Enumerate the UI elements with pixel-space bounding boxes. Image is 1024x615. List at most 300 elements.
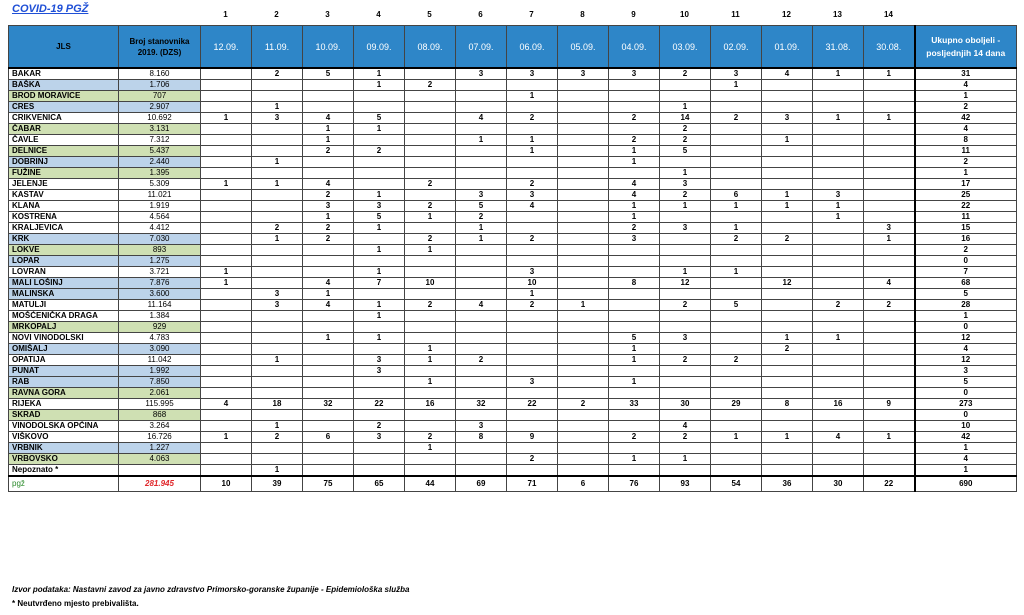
table-row bbox=[9, 201, 1017, 212]
daily-cases-cell bbox=[252, 256, 303, 267]
daily-cases-cell bbox=[507, 355, 558, 366]
daily-cases-cell: 4 bbox=[303, 300, 354, 311]
daily-cases-cell bbox=[303, 454, 354, 465]
daily-cases-cell bbox=[507, 421, 558, 432]
daily-cases-cell: 1 bbox=[711, 267, 762, 278]
daily-cases-cell bbox=[456, 179, 507, 190]
daily-cases-cell: 30 bbox=[660, 399, 711, 410]
daily-cases-cell bbox=[405, 256, 456, 267]
daily-cases-cell bbox=[201, 344, 252, 355]
daily-cases-cell bbox=[252, 443, 303, 454]
total-cases-cell: 5 bbox=[915, 377, 1017, 388]
population-cell: 10.692 bbox=[119, 113, 201, 124]
total-cases-cell: 17 bbox=[915, 179, 1017, 190]
daily-cases-cell bbox=[660, 443, 711, 454]
daily-cases-cell bbox=[660, 344, 711, 355]
daily-cases-cell bbox=[507, 212, 558, 223]
daily-cases-cell bbox=[252, 80, 303, 91]
daily-cases-cell bbox=[864, 443, 915, 454]
population-cell: 1.992 bbox=[119, 366, 201, 377]
daily-cases-cell bbox=[609, 80, 660, 91]
daily-cases-cell bbox=[711, 157, 762, 168]
column-number-row bbox=[8, 10, 1016, 24]
daily-cases-cell: 44 bbox=[405, 476, 456, 492]
daily-cases-cell: 1 bbox=[405, 443, 456, 454]
daily-cases-cell bbox=[762, 388, 813, 399]
daily-cases-cell: 3 bbox=[609, 234, 660, 245]
daily-cases-cell bbox=[201, 355, 252, 366]
table-row bbox=[9, 135, 1017, 146]
header-date: 03.09. bbox=[660, 26, 711, 69]
daily-cases-cell bbox=[201, 157, 252, 168]
daily-cases-cell: 3 bbox=[456, 190, 507, 201]
daily-cases-cell: 4 bbox=[456, 300, 507, 311]
daily-cases-cell bbox=[762, 91, 813, 102]
daily-cases-cell bbox=[252, 344, 303, 355]
daily-cases-cell bbox=[558, 223, 609, 234]
daily-cases-cell bbox=[711, 388, 762, 399]
daily-cases-cell bbox=[558, 421, 609, 432]
municipality-name: KRK bbox=[9, 234, 119, 245]
daily-cases-cell: 1 bbox=[864, 234, 915, 245]
daily-cases-cell: 2 bbox=[252, 223, 303, 234]
daily-cases-cell bbox=[303, 465, 354, 477]
daily-cases-cell bbox=[252, 168, 303, 179]
column-number: 5 bbox=[427, 10, 432, 19]
daily-cases-cell bbox=[558, 366, 609, 377]
header-date: 09.09. bbox=[354, 26, 405, 69]
daily-cases-cell bbox=[252, 212, 303, 223]
municipality-name: NOVI VINODOLSKI bbox=[9, 333, 119, 344]
daily-cases-cell: 4 bbox=[864, 278, 915, 289]
daily-cases-cell bbox=[252, 333, 303, 344]
footnote: * Neutvrđeno mjesto prebivališta. bbox=[12, 599, 139, 608]
daily-cases-cell: 1 bbox=[762, 432, 813, 443]
daily-cases-cell bbox=[201, 465, 252, 477]
daily-cases-cell bbox=[558, 410, 609, 421]
daily-cases-cell bbox=[813, 267, 864, 278]
population-cell: 1.227 bbox=[119, 443, 201, 454]
daily-cases-cell: 1 bbox=[660, 102, 711, 113]
daily-cases-cell bbox=[252, 388, 303, 399]
daily-cases-cell bbox=[558, 146, 609, 157]
total-cases-cell: 16 bbox=[915, 234, 1017, 245]
daily-cases-cell bbox=[762, 410, 813, 421]
daily-cases-cell: 39 bbox=[252, 476, 303, 492]
daily-cases-cell bbox=[507, 344, 558, 355]
daily-cases-cell bbox=[507, 410, 558, 421]
daily-cases-cell bbox=[711, 245, 762, 256]
daily-cases-cell bbox=[711, 421, 762, 432]
daily-cases-cell: 1 bbox=[762, 135, 813, 146]
population-cell: 3.721 bbox=[119, 267, 201, 278]
daily-cases-cell: 1 bbox=[456, 234, 507, 245]
daily-cases-cell: 3 bbox=[558, 68, 609, 80]
table-row bbox=[9, 190, 1017, 201]
daily-cases-cell bbox=[558, 179, 609, 190]
daily-cases-cell: 1 bbox=[711, 80, 762, 91]
daily-cases-cell bbox=[660, 388, 711, 399]
daily-cases-cell bbox=[864, 135, 915, 146]
daily-cases-cell bbox=[456, 344, 507, 355]
daily-cases-cell bbox=[762, 355, 813, 366]
column-number: 11 bbox=[731, 10, 740, 19]
total-cases-cell: 12 bbox=[915, 333, 1017, 344]
daily-cases-cell bbox=[813, 454, 864, 465]
municipality-name: DOBRINJ bbox=[9, 157, 119, 168]
population-cell: 3.600 bbox=[119, 289, 201, 300]
daily-cases-cell bbox=[813, 146, 864, 157]
total-cases-cell: 1 bbox=[915, 91, 1017, 102]
table-row bbox=[9, 432, 1017, 443]
daily-cases-cell bbox=[303, 377, 354, 388]
total-cases-cell: 2 bbox=[915, 245, 1017, 256]
daily-cases-cell bbox=[660, 289, 711, 300]
daily-cases-cell: 1 bbox=[252, 157, 303, 168]
daily-cases-cell bbox=[558, 377, 609, 388]
daily-cases-cell: 1 bbox=[354, 333, 405, 344]
total-cases-cell: 2 bbox=[915, 157, 1017, 168]
header-population: Broj stanovnika 2019. (DZS) bbox=[119, 26, 201, 69]
daily-cases-cell bbox=[660, 80, 711, 91]
daily-cases-cell bbox=[507, 333, 558, 344]
daily-cases-cell bbox=[354, 256, 405, 267]
daily-cases-cell bbox=[303, 80, 354, 91]
table-row bbox=[9, 366, 1017, 377]
column-number: 8 bbox=[580, 10, 585, 19]
daily-cases-cell: 1 bbox=[609, 146, 660, 157]
daily-cases-cell: 1 bbox=[405, 245, 456, 256]
municipality-name: VRBOVSKO bbox=[9, 454, 119, 465]
daily-cases-cell bbox=[609, 465, 660, 477]
daily-cases-cell: 1 bbox=[660, 267, 711, 278]
daily-cases-cell bbox=[864, 80, 915, 91]
daily-cases-cell bbox=[405, 388, 456, 399]
daily-cases-cell bbox=[303, 344, 354, 355]
total-cases-cell: 28 bbox=[915, 300, 1017, 311]
daily-cases-cell: 2 bbox=[405, 201, 456, 212]
daily-cases-cell bbox=[813, 311, 864, 322]
daily-cases-cell: 2 bbox=[303, 234, 354, 245]
daily-cases-cell bbox=[303, 311, 354, 322]
table-row bbox=[9, 68, 1017, 80]
daily-cases-cell bbox=[864, 322, 915, 333]
daily-cases-cell bbox=[813, 234, 864, 245]
daily-cases-cell bbox=[201, 146, 252, 157]
table-row bbox=[9, 146, 1017, 157]
daily-cases-cell bbox=[201, 212, 252, 223]
column-number: 4 bbox=[376, 10, 381, 19]
daily-cases-cell: 1 bbox=[711, 201, 762, 212]
daily-cases-cell: 1 bbox=[864, 113, 915, 124]
daily-cases-cell bbox=[252, 311, 303, 322]
daily-cases-cell bbox=[762, 377, 813, 388]
daily-cases-cell bbox=[762, 454, 813, 465]
daily-cases-cell bbox=[558, 432, 609, 443]
daily-cases-cell: 2 bbox=[762, 344, 813, 355]
daily-cases-cell bbox=[813, 135, 864, 146]
daily-cases-cell bbox=[558, 278, 609, 289]
daily-cases-cell: 2 bbox=[558, 399, 609, 410]
daily-cases-cell bbox=[813, 465, 864, 477]
daily-cases-cell: 16 bbox=[813, 399, 864, 410]
daily-cases-cell: 9 bbox=[864, 399, 915, 410]
daily-cases-cell: 3 bbox=[660, 223, 711, 234]
daily-cases-cell bbox=[762, 245, 813, 256]
daily-cases-cell: 2 bbox=[609, 135, 660, 146]
daily-cases-cell bbox=[252, 135, 303, 146]
municipality-name: LOVRAN bbox=[9, 267, 119, 278]
daily-cases-cell: 1 bbox=[609, 344, 660, 355]
population-cell: 4.063 bbox=[119, 454, 201, 465]
daily-cases-cell bbox=[252, 322, 303, 333]
total-cases-cell: 7 bbox=[915, 267, 1017, 278]
population-cell: 3.131 bbox=[119, 124, 201, 135]
daily-cases-cell: 22 bbox=[864, 476, 915, 492]
daily-cases-cell: 1 bbox=[354, 124, 405, 135]
population-cell: 7.850 bbox=[119, 377, 201, 388]
municipality-name: LOPAR bbox=[9, 256, 119, 267]
daily-cases-cell: 69 bbox=[456, 476, 507, 492]
daily-cases-cell: 10 bbox=[405, 278, 456, 289]
daily-cases-cell: 4 bbox=[303, 179, 354, 190]
table-row bbox=[9, 410, 1017, 421]
daily-cases-cell bbox=[813, 80, 864, 91]
daily-cases-cell bbox=[762, 157, 813, 168]
daily-cases-cell bbox=[711, 102, 762, 113]
municipality-name: MALI LOŠINJ bbox=[9, 278, 119, 289]
daily-cases-cell: 2 bbox=[405, 432, 456, 443]
daily-cases-cell: 3 bbox=[507, 377, 558, 388]
daily-cases-cell bbox=[201, 234, 252, 245]
daily-cases-cell: 1 bbox=[252, 179, 303, 190]
daily-cases-cell bbox=[711, 366, 762, 377]
daily-cases-cell: 3 bbox=[456, 421, 507, 432]
daily-cases-cell bbox=[252, 366, 303, 377]
daily-cases-cell bbox=[201, 124, 252, 135]
municipality-name: VRBNIK bbox=[9, 443, 119, 454]
daily-cases-cell bbox=[864, 124, 915, 135]
daily-cases-cell: 1 bbox=[303, 333, 354, 344]
daily-cases-cell: 32 bbox=[303, 399, 354, 410]
total-cases-cell: 10 bbox=[915, 421, 1017, 432]
municipality-name: ČAVLE bbox=[9, 135, 119, 146]
daily-cases-cell bbox=[456, 278, 507, 289]
daily-cases-cell bbox=[201, 421, 252, 432]
daily-cases-cell: 4 bbox=[609, 179, 660, 190]
daily-cases-cell: 2 bbox=[354, 421, 405, 432]
daily-cases-cell bbox=[609, 102, 660, 113]
daily-cases-cell bbox=[201, 388, 252, 399]
daily-cases-cell bbox=[405, 311, 456, 322]
daily-cases-cell bbox=[303, 410, 354, 421]
daily-cases-cell: 2 bbox=[660, 135, 711, 146]
daily-cases-cell bbox=[558, 201, 609, 212]
daily-cases-cell bbox=[456, 410, 507, 421]
total-cases-cell: 3 bbox=[915, 366, 1017, 377]
daily-cases-cell bbox=[303, 91, 354, 102]
daily-cases-cell bbox=[864, 366, 915, 377]
table-row bbox=[9, 245, 1017, 256]
daily-cases-cell bbox=[813, 91, 864, 102]
daily-cases-cell bbox=[456, 245, 507, 256]
daily-cases-cell bbox=[303, 157, 354, 168]
municipality-name: VINODOLSKA OPĆINA bbox=[9, 421, 119, 432]
daily-cases-cell bbox=[711, 454, 762, 465]
daily-cases-cell bbox=[201, 201, 252, 212]
daily-cases-cell bbox=[813, 168, 864, 179]
daily-cases-cell bbox=[456, 454, 507, 465]
daily-cases-cell bbox=[762, 300, 813, 311]
table-row bbox=[9, 289, 1017, 300]
daily-cases-cell bbox=[252, 124, 303, 135]
daily-cases-cell bbox=[456, 91, 507, 102]
daily-cases-cell: 8 bbox=[762, 399, 813, 410]
daily-cases-cell bbox=[762, 223, 813, 234]
daily-cases-cell: 3 bbox=[354, 366, 405, 377]
column-number: 13 bbox=[833, 10, 842, 19]
daily-cases-cell bbox=[864, 311, 915, 322]
daily-cases-cell: 3 bbox=[252, 289, 303, 300]
daily-cases-cell bbox=[405, 135, 456, 146]
header-row bbox=[9, 26, 1017, 69]
daily-cases-cell: 2 bbox=[864, 300, 915, 311]
population-cell: 3.264 bbox=[119, 421, 201, 432]
daily-cases-cell bbox=[405, 190, 456, 201]
daily-cases-cell bbox=[558, 80, 609, 91]
daily-cases-cell: 3 bbox=[813, 190, 864, 201]
daily-cases-cell bbox=[558, 168, 609, 179]
column-number: 12 bbox=[782, 10, 791, 19]
daily-cases-cell: 1 bbox=[201, 267, 252, 278]
daily-cases-cell bbox=[558, 388, 609, 399]
daily-cases-cell: 30 bbox=[813, 476, 864, 492]
population-cell: 1.384 bbox=[119, 311, 201, 322]
daily-cases-cell bbox=[660, 366, 711, 377]
population-cell: 281.945 bbox=[119, 476, 201, 492]
header-date: 30.08. bbox=[864, 26, 915, 69]
daily-cases-cell: 2 bbox=[303, 223, 354, 234]
daily-cases-cell: 3 bbox=[507, 190, 558, 201]
daily-cases-cell bbox=[558, 333, 609, 344]
daily-cases-cell bbox=[303, 102, 354, 113]
daily-cases-cell: 1 bbox=[354, 311, 405, 322]
population-cell: 929 bbox=[119, 322, 201, 333]
daily-cases-cell bbox=[711, 278, 762, 289]
daily-cases-cell bbox=[456, 256, 507, 267]
daily-cases-cell bbox=[303, 267, 354, 278]
daily-cases-cell bbox=[405, 454, 456, 465]
table-row bbox=[9, 124, 1017, 135]
column-number: 2 bbox=[274, 10, 279, 19]
daily-cases-cell: 5 bbox=[660, 146, 711, 157]
daily-cases-cell bbox=[813, 410, 864, 421]
page-title[interactable]: COVID-19 PGŽ bbox=[12, 3, 89, 15]
daily-cases-cell: 1 bbox=[354, 190, 405, 201]
municipality-name: BROD MORAVICE bbox=[9, 91, 119, 102]
daily-cases-cell bbox=[252, 245, 303, 256]
total-cases-cell: 4 bbox=[915, 454, 1017, 465]
daily-cases-cell bbox=[252, 146, 303, 157]
daily-cases-cell: 2 bbox=[609, 432, 660, 443]
daily-cases-cell bbox=[558, 322, 609, 333]
daily-cases-cell bbox=[456, 311, 507, 322]
daily-cases-cell bbox=[558, 443, 609, 454]
population-cell: 1.919 bbox=[119, 201, 201, 212]
daily-cases-cell bbox=[354, 91, 405, 102]
total-cases-cell: 273 bbox=[915, 399, 1017, 410]
daily-cases-cell bbox=[864, 465, 915, 477]
total-cases-cell: 4 bbox=[915, 124, 1017, 135]
daily-cases-cell bbox=[201, 289, 252, 300]
daily-cases-cell bbox=[507, 256, 558, 267]
daily-cases-cell bbox=[405, 113, 456, 124]
daily-cases-cell bbox=[813, 245, 864, 256]
daily-cases-cell: 4 bbox=[609, 190, 660, 201]
daily-cases-cell bbox=[201, 300, 252, 311]
daily-cases-cell bbox=[201, 256, 252, 267]
table-body bbox=[9, 68, 1017, 492]
daily-cases-cell bbox=[201, 377, 252, 388]
daily-cases-cell: 1 bbox=[609, 355, 660, 366]
daily-cases-cell bbox=[201, 322, 252, 333]
daily-cases-cell bbox=[660, 410, 711, 421]
covid-cases-table bbox=[8, 25, 1017, 492]
daily-cases-cell bbox=[813, 179, 864, 190]
daily-cases-cell bbox=[660, 234, 711, 245]
daily-cases-cell: 2 bbox=[456, 355, 507, 366]
table-row bbox=[9, 234, 1017, 245]
daily-cases-cell: 1 bbox=[609, 377, 660, 388]
column-number: 7 bbox=[529, 10, 534, 19]
municipality-name: MALINSKA bbox=[9, 289, 119, 300]
daily-cases-cell: 76 bbox=[609, 476, 660, 492]
daily-cases-cell: 1 bbox=[456, 135, 507, 146]
daily-cases-cell bbox=[507, 366, 558, 377]
daily-cases-cell bbox=[813, 366, 864, 377]
daily-cases-cell bbox=[405, 124, 456, 135]
total-cases-cell: 0 bbox=[915, 410, 1017, 421]
daily-cases-cell bbox=[660, 212, 711, 223]
population-cell: 1.706 bbox=[119, 80, 201, 91]
daily-cases-cell: 1 bbox=[354, 300, 405, 311]
daily-cases-cell: 2 bbox=[303, 190, 354, 201]
daily-cases-cell bbox=[507, 311, 558, 322]
daily-cases-cell: 8 bbox=[456, 432, 507, 443]
daily-cases-cell bbox=[405, 267, 456, 278]
daily-cases-cell bbox=[711, 410, 762, 421]
daily-cases-cell bbox=[609, 300, 660, 311]
daily-cases-cell bbox=[201, 410, 252, 421]
daily-cases-cell bbox=[201, 80, 252, 91]
daily-cases-cell: 4 bbox=[303, 278, 354, 289]
daily-cases-cell: 4 bbox=[456, 113, 507, 124]
daily-cases-cell: 2 bbox=[507, 454, 558, 465]
municipality-name: OMIŠALJ bbox=[9, 344, 119, 355]
daily-cases-cell bbox=[354, 344, 405, 355]
daily-cases-cell: 1 bbox=[507, 146, 558, 157]
daily-cases-cell bbox=[252, 91, 303, 102]
daily-cases-cell: 5 bbox=[609, 333, 660, 344]
daily-cases-cell bbox=[456, 289, 507, 300]
daily-cases-cell bbox=[456, 366, 507, 377]
daily-cases-cell bbox=[201, 366, 252, 377]
daily-cases-cell: 1 bbox=[711, 432, 762, 443]
daily-cases-cell bbox=[711, 443, 762, 454]
daily-cases-cell bbox=[456, 388, 507, 399]
daily-cases-cell bbox=[405, 333, 456, 344]
daily-cases-cell: 1 bbox=[813, 68, 864, 80]
